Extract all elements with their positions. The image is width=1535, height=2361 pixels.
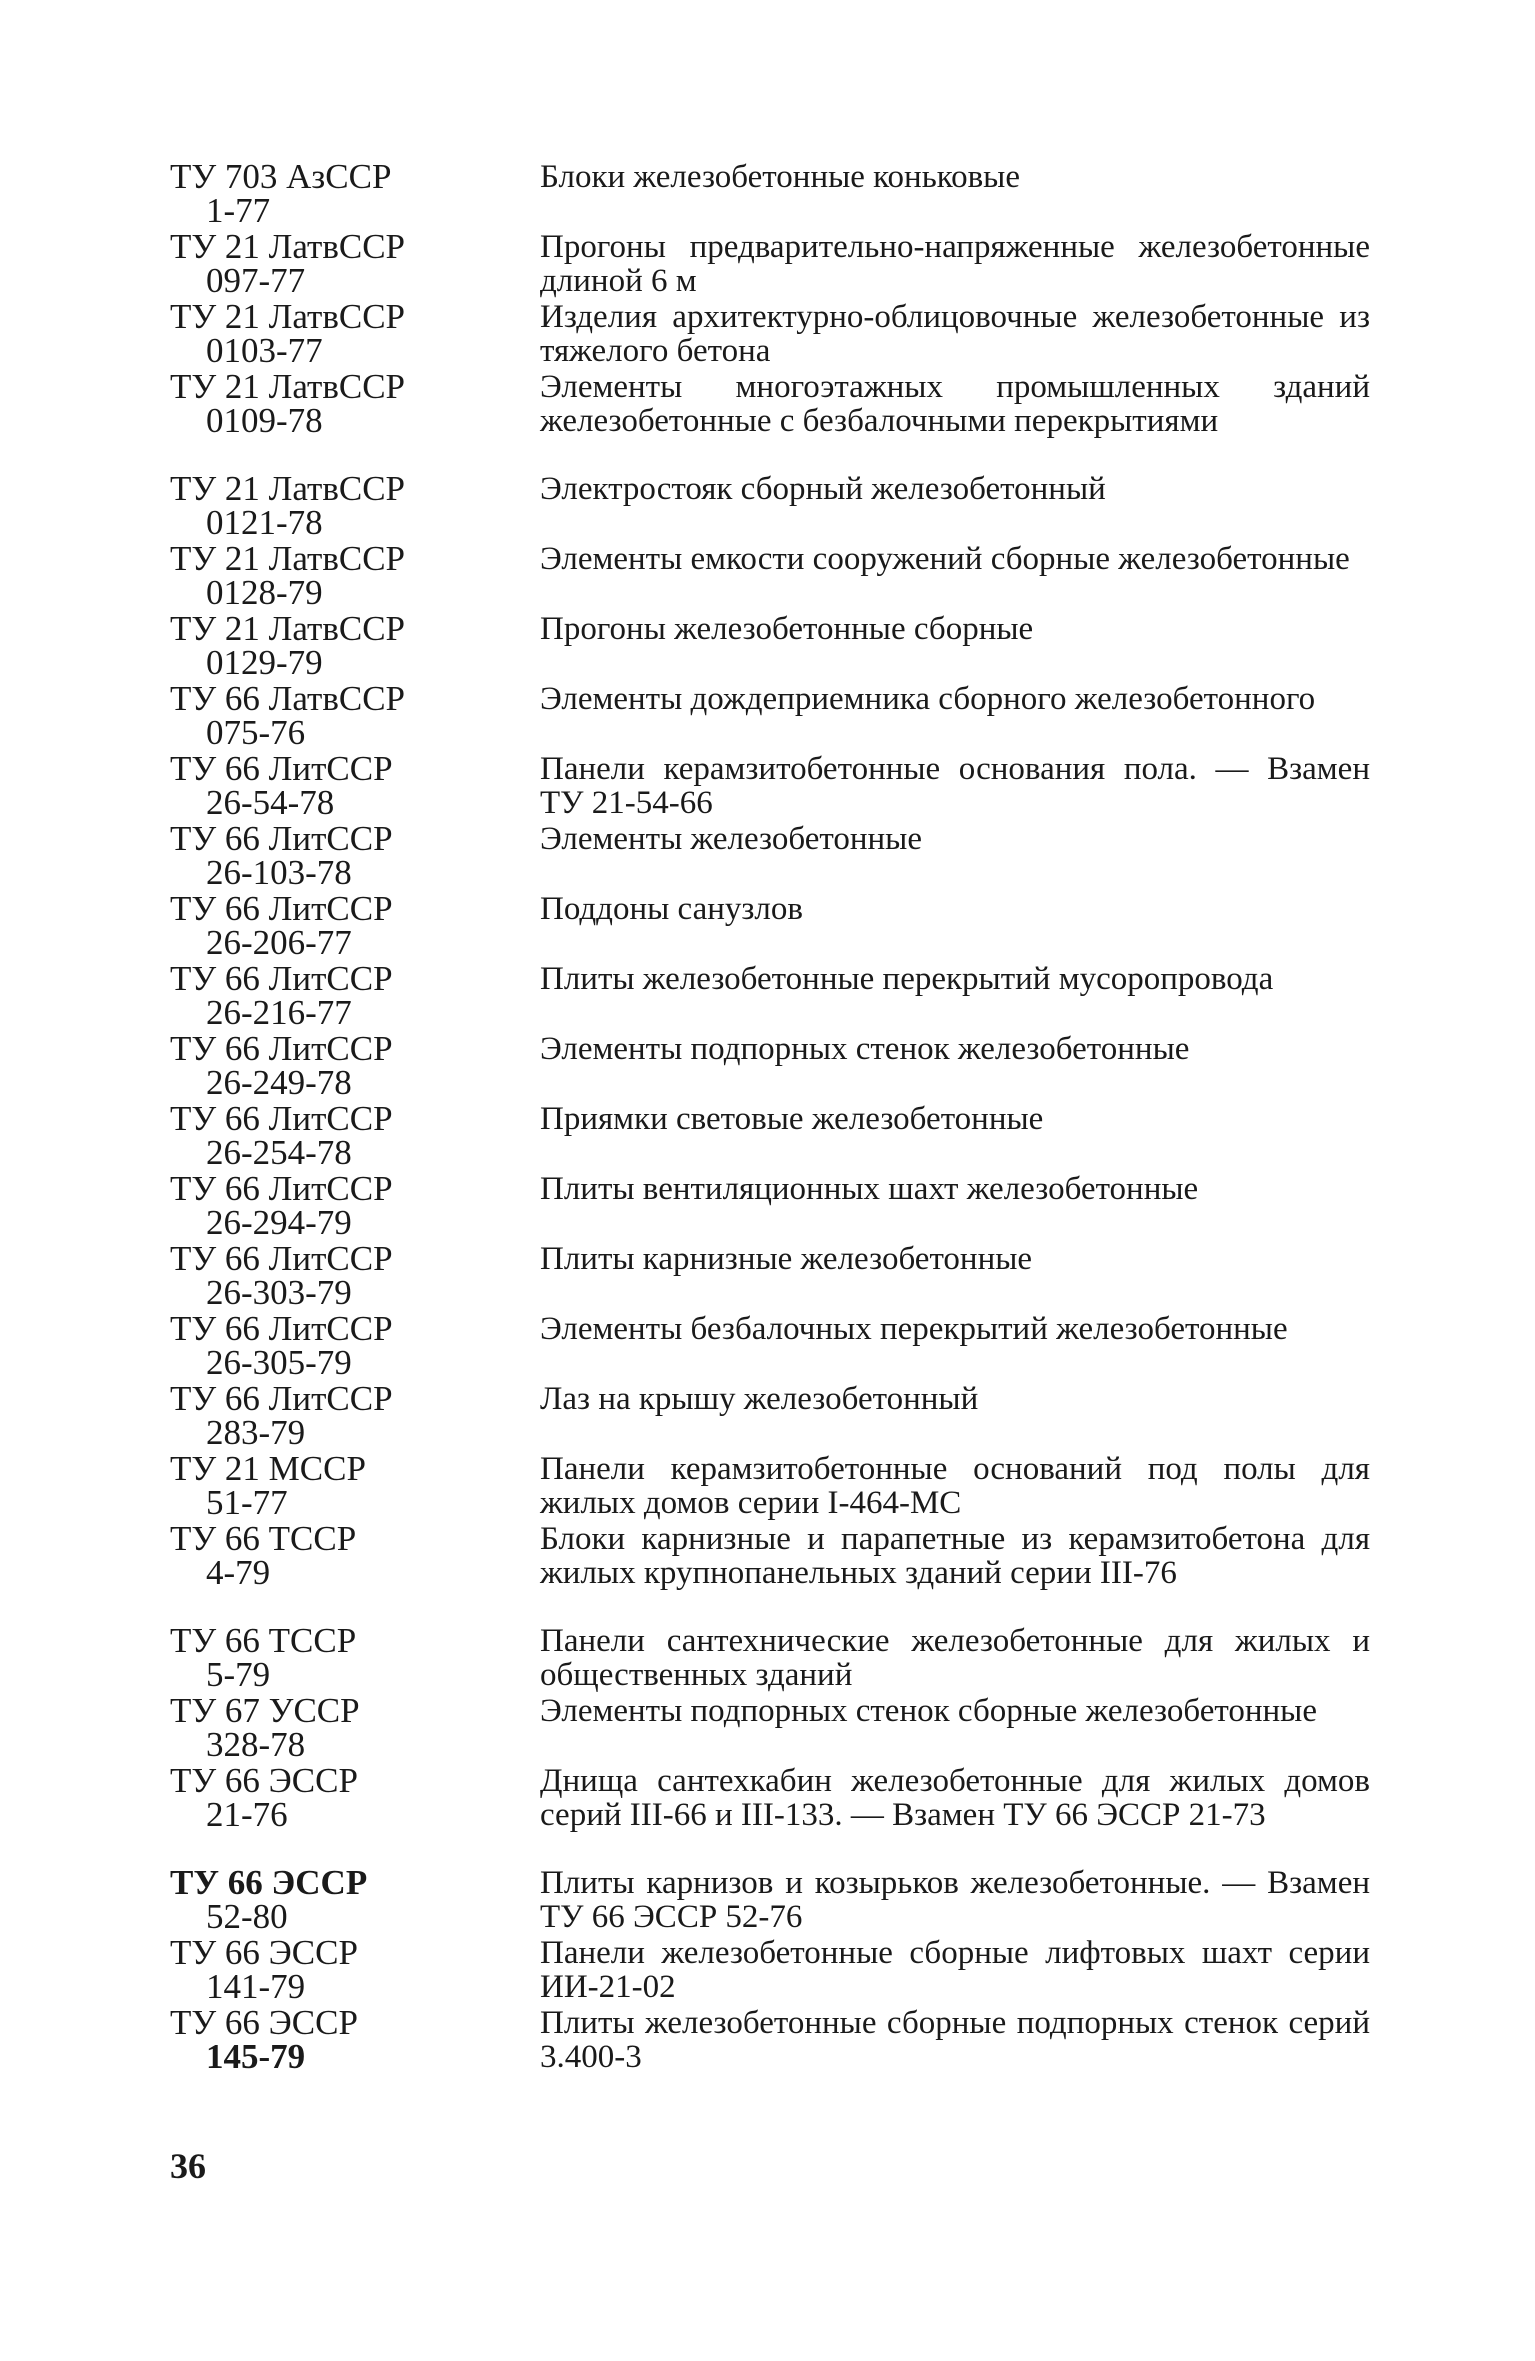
- list-item: [170, 227, 1370, 300]
- standard-description: Плиты железобетонные сборные подпорных стенок серий 3.400-3: [540, 2005, 1370, 2075]
- standard-code: ТУ 66 ЛитССР 26-216-77: [170, 959, 393, 1032]
- standard-description: Днища сантехкабин железобетонные для жилых домов серий III-66 и III-133. — Взамен ТУ 66 ЭССР 21-73: [540, 1763, 1370, 1833]
- standard-code: ТУ 66 ЛитССР 26-303-79: [170, 1239, 393, 1312]
- standard-description: Элементы подпорных стенок сборные железобетонные: [540, 1693, 1317, 1729]
- standard-code: ТУ 21 ЛатвССР 0109-78: [170, 367, 406, 440]
- standard-description: Панели керамзитобетонные основания пола. — Взамен ТУ 21-54-66: [540, 751, 1370, 821]
- standard-description: Плиты вентиляционных шахт железобетонные: [540, 1171, 1199, 1207]
- list-item: [170, 1449, 1370, 1522]
- standard-code: ТУ 66 ЭССР 52-80: [170, 1863, 368, 1936]
- standard-description: Блоки железобетонные коньковые: [540, 159, 1020, 195]
- list-item: [170, 469, 1370, 542]
- standard-code: ТУ 21 МССР 51-77: [170, 1449, 366, 1522]
- standard-code: ТУ 66 ЛитССР 26-206-77: [170, 889, 393, 962]
- list-item: [170, 1169, 1370, 1242]
- list-item: [170, 539, 1370, 612]
- list-item: [170, 1761, 1370, 1866]
- standard-code: ТУ 66 ЛитССР 26-305-79: [170, 1309, 393, 1382]
- standard-description: Плиты карнизов и козырьков железобетонные. — Взамен ТУ 66 ЭССР 52-76: [540, 1865, 1370, 1935]
- standard-description: Поддоны санузлов: [540, 891, 803, 927]
- list-item: [170, 679, 1370, 752]
- list-item: [170, 367, 1370, 472]
- standard-description: Плиты карнизные железобетонные: [540, 1241, 1033, 1277]
- standard-code: ТУ 66 ЛитССР 26-294-79: [170, 1169, 393, 1242]
- list-item: [170, 1863, 1370, 1936]
- list-item: [170, 819, 1370, 892]
- standards-list: [170, 157, 1370, 2076]
- standard-description: Панели железобетонные сборные лифтовых шахт серии ИИ-21-02: [540, 1935, 1370, 2005]
- standard-description: Элементы многоэтажных промышленных зданий железобетонные с безбалочными перекрытиями: [540, 369, 1370, 439]
- standard-code: ТУ 66 ЛатвССР 075-76: [170, 679, 406, 752]
- list-item: [170, 297, 1370, 370]
- standard-code: ТУ 66 ТССР 4-79: [170, 1519, 357, 1592]
- list-item: [170, 959, 1370, 1032]
- list-item: [170, 1933, 1370, 2006]
- standard-description: Элементы дождеприемника сборного железобетонного: [540, 681, 1316, 717]
- standard-description: Панели сантехнические железобетонные для жилых и общественных зданий: [540, 1623, 1370, 1693]
- list-item: [170, 2003, 1370, 2076]
- standard-description: Элементы емкости сооружений сборные железобетонные: [540, 541, 1350, 577]
- standard-description: Прогоны предварительно-напряженные железобетонные длиной 6 м: [540, 229, 1370, 299]
- standard-description: Плиты железобетонные перекрытий мусоропровода: [540, 961, 1274, 997]
- standard-code: ТУ 66 ЭССР 141-79: [170, 1933, 358, 2006]
- standard-description: Элементы железобетонные: [540, 821, 922, 857]
- standard-description: Лаз на крышу железобетонный: [540, 1381, 979, 1417]
- page-number: 36: [170, 2146, 206, 2186]
- standard-description: Изделия архитектурно-облицовочные железобетонные из тяжелого бетона: [540, 299, 1370, 369]
- standard-code: ТУ 703 АзССР 1-77: [170, 157, 392, 230]
- standard-description: Элементы подпорных стенок железобетонные: [540, 1031, 1190, 1067]
- standard-code: ТУ 21 ЛатвССР 0121-78: [170, 469, 406, 542]
- list-item: [170, 1099, 1370, 1172]
- list-item: [170, 1691, 1370, 1764]
- standard-code: ТУ 66 ЭССР 21-76: [170, 1761, 358, 1834]
- standard-description: Приямки световые железобетонные: [540, 1101, 1044, 1137]
- standard-code: ТУ 21 ЛатвССР 0103-77: [170, 297, 406, 370]
- standard-code: ТУ 66 ЛитССР 26-249-78: [170, 1029, 393, 1102]
- standard-description: Панели керамзитобетонные оснований под полы для жилых домов серии I-464-МС: [540, 1451, 1370, 1521]
- standard-code: ТУ 21 ЛатвССР 0129-79: [170, 609, 406, 682]
- list-item: [170, 1239, 1370, 1312]
- standard-description: Элементы безбалочных перекрытий железобетонные: [540, 1311, 1288, 1347]
- standard-code: ТУ 66 ЛитССР 26-54-78: [170, 749, 393, 822]
- list-item: [170, 1309, 1370, 1382]
- list-item: [170, 749, 1370, 822]
- standard-description: Блоки карнизные и парапетные из керамзитобетона для жилых крупнопанельных зданий серии III-76: [540, 1521, 1370, 1591]
- list-item: [170, 1029, 1370, 1102]
- standard-description: Прогоны железобетонные сборные: [540, 611, 1034, 647]
- standard-code: ТУ 66 ТССР 5-79: [170, 1621, 357, 1694]
- list-item: [170, 1519, 1370, 1624]
- standard-code: ТУ 66 ЭССР 145-79: [170, 2003, 358, 2076]
- list-item: [170, 1379, 1370, 1452]
- standard-code: ТУ 66 ЛитССР 26-103-78: [170, 819, 393, 892]
- list-item: [170, 609, 1370, 682]
- standard-code: ТУ 66 ЛитССР 283-79: [170, 1379, 393, 1452]
- list-item: [170, 889, 1370, 962]
- standard-description: Электростояк сборный железобетонный: [540, 471, 1106, 507]
- list-item: [170, 157, 1370, 230]
- standard-code: ТУ 21 ЛатвССР 097-77: [170, 227, 406, 300]
- list-item: [170, 1621, 1370, 1694]
- standard-code: ТУ 67 УССР 328-78: [170, 1691, 360, 1764]
- standard-code: ТУ 66 ЛитССР 26-254-78: [170, 1099, 393, 1172]
- standard-code: ТУ 21 ЛатвССР 0128-79: [170, 539, 406, 612]
